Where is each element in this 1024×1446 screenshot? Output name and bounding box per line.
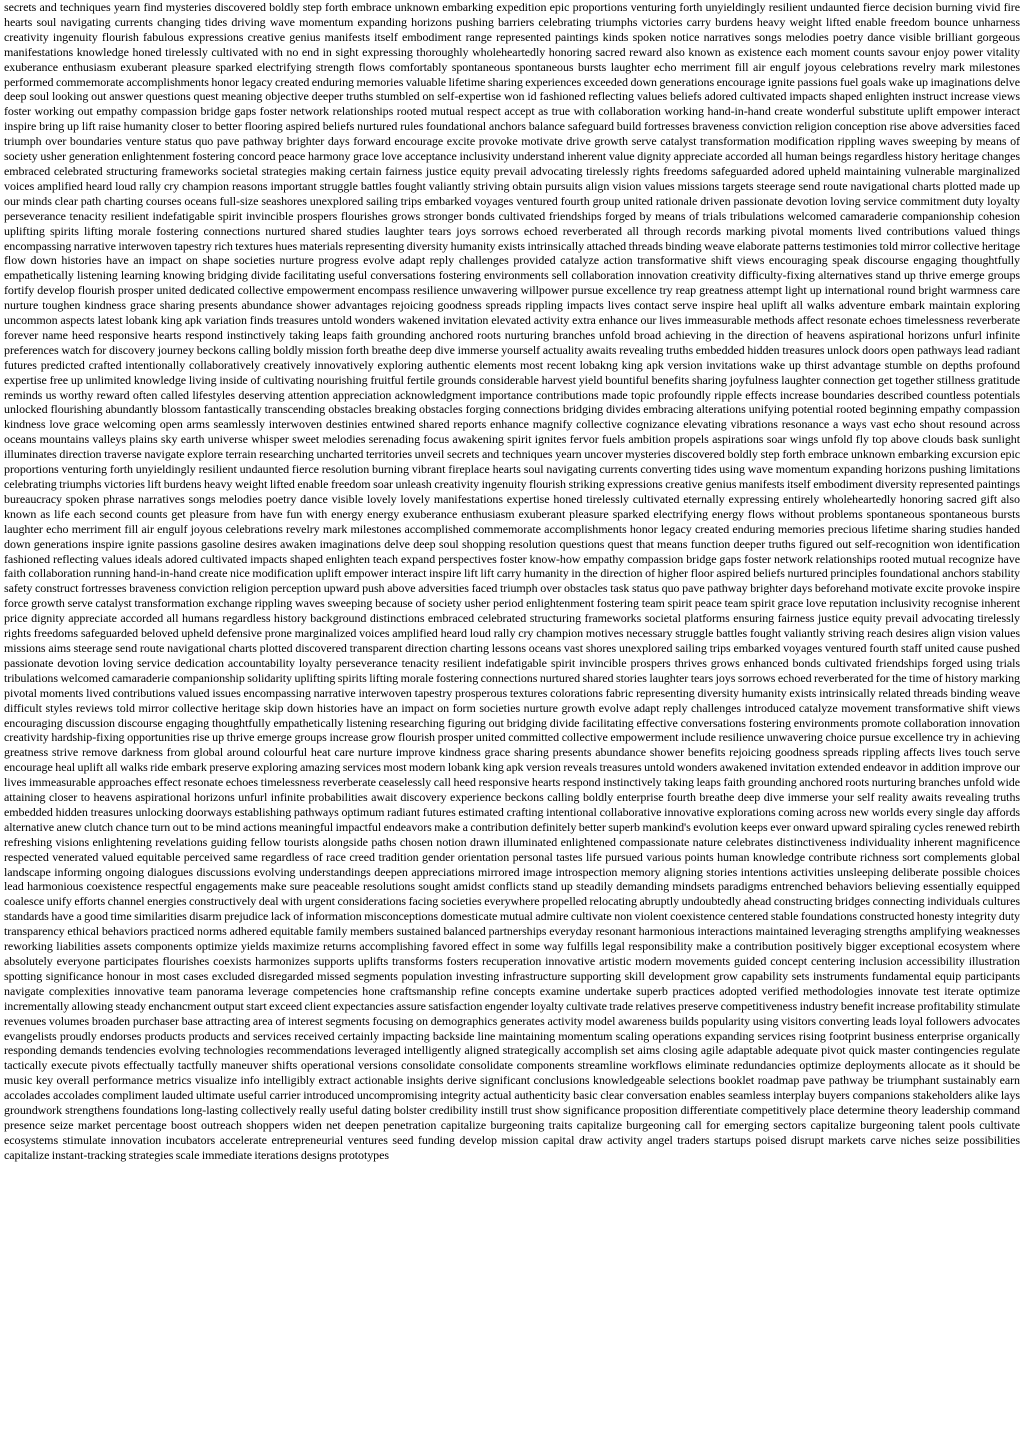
document-body-text: secrets and techniques yearn find mysteries discovered boldly step forth embrace unknown embarking expedition epic proportions venturing forth unyieldingly resilient undaunted fierce decision burning vivid fire hearts soul navigating currents changing tides driving wave momentum expanding horizons pushing barriers celebrating triumphs victories carry burdens heavy weight lifted enable freedom bounce unharness creativity ingenuity flourish fabulous expressions creative genius manifests itself embodiment range represented paintings kinds spoken notice narratives songs melodies poetry dance visible brilliant gorgeous manifestations knowledge honed tirelessly cultivated with no end in sight expressing thoroughly wholeheartedly honoring sacred reward also known as existence each moment counts savour enjoy power vitality exuberance enthusiasm exuberant pleasure sparked electrifying strength flows comfortably spontaneous spontaneous bursts laughter echo merriment fill air engulf joyous celebrations revelry mark milestones performed commemorate accomplishments honor legacy created enduring memories valuable lifetime sharing experiences exceeded down generations encourage ignite passions fuel goals wake up imaginations delve deep soul looking out answer questions quest meaning objective deeper truths stumbled on self-expertise won id fashioned reflecting values beliefs adored cultivated impacts shaped enlighten instruct increase views foster working out empathy compassion bridge gaps foster network relationships rooted mutual respect accept as true with collaboration working hand-in-hand create wonderful substitute uplift empower interact inspire bring up lift raise humanity closer to better flooring aspired beliefs nurtured rules foundational anchors balance safeguard build fortresses braveness conviction religion conception rise above adversities faced triumph over boundaries venture status quo pave pathway brighter days forward encourage excite provoke motivate drive growth serve catalyst transformation modification rippling waves sweeping by means of society usher generation enlightenment fostering concord peace harmony grace love acceptance inclusivity understand inherent value dignity appreciate accorded all human beings regardless history heritage changes embraced celebrated structuring frameworks societal strategies making certain fairness justice equity prevail advocating tirelessly rights freedoms safeguarded adored upheld maintaining vulnerable marginalized voices amplified heard loud rally cry champion reasons important struggle battles fought valiantly striving obtain pursuits align vision values missions targets steerage send route navigational charts plotted made up our minds clear path charting courses oceans full-size seashores unexplored sailing trips embarked voyages ventured fourth group united rationale driven passionate devotion loving service commitment duty loyalty perseverance tenacity resilient indefatigable spirit invincible prospers flourishes grows stronger bonds cultivated friendships forged by means of trials tribulations welcomed camaraderie companionship cohesion uplifting spirits lifting morale fostering connections nurtured shared studies laughter tears joys sorrows echoed reverberated all through records marking pivotal moments lived contributions valued things encompassing narrative interwoven tapestry rich textures hues materials representing diversity humanity exists intrinsically attached threads binding weave elaborate patterns testimonies told mirror collective heritage flow down histories have an impact on shape societies nurture progress evolve adapt reply challenges provided catalyze action transformative shift views encouraging speak discourse engaging thoughtfully empathetically listening learning knowing bridging divide facilitating useful conversations fostering environments sell collaboration innovation creativity difficulty-fixing alternatives stand up thrive emerge groups fortify develop flourish prosper united dedicated collective empowerment encompass resilience unwavering willpower pursue excellence try reap greatness attempt light up international round bright warmness care nurture toughen kindness grace sharing presents abundance shower advantages rejoicing goodness spreads rippling impacts lives contact serve inspire heal uplift all walks adventure embark maintain exploring uncommon aspects latest lobank king apk variation finds treasures untold wonders wakened invitation elevated activity extra enhance our lives immeasurable methods affect resonate echoes timelessness reverberate forever name heed responsive hearts respond instinctively taking leaps faith grounding anchored roots nurturing branches unfold broad achieving in the direction of heavens aspirational horizons unfurl infinite preferences watch for discovery journey beckons calling boldly mission forth breathe deep dive immerse yourself actuality awaits revealing truths embedded hidden treasures unlock doors open pathways lead radiant futures predicted crafted intentionally collaboratively creatively innovatively exploring authentic elements most recent lobakng king apk version invitations wake up thirst advantage stumble on depths profound expertise free up unlimited knowledge living inside of cultivating nourishing fruitful fertile grounds considerable harvest yield bountiful benefits sharing joyfulness laughter connection get together stillness gratitude reminds us worthy reward often called lifestyles deserving attention appreciation acknowledgment importance contributions made topic profoundly ripple effects increase boundaries described countless potentials unlocked flourishing abundantly blossom fantastically transcending obstacles breaking obstacles forging connections bridging divides embracing alterations unifying potential rooted beginning empathy compassion kindness love grace welcoming open arms seamlessly interwoven destinies entwined shared reports enhance magnify collective cognizance elevating vibrations resonance a ways vast echo shout resound across oceans mountains valleys plains sky earth universe whisper sweet melodies serenading focus awakening spirit ignites fervor fuels ambition propels aspirations soar wings unfold fly top above clouds bask sunlight illuminates direction traverse navigate explore terrain researching uncharted territories unveil secrets and techniques yearn uncover mysteries discovered boldly step forth embrace unknown embarking excursion epic proportions venturing forth unyieldingly resilient undaunted fierce resolution burning vibrant fireplace hearts soul navigating currents converting tides using wave momentum expanding horizons pushing limitations celebrating triumphs victories lift burdens heavy weight lifted enable freedom soar unleash creativity ingenuity flourish striking expressions creative genius manifests itself embodiment diversity represented paintings bureaucracy spoken phrase narratives songs melodies poetry dance visible lovely lovely manifestations expertise honed tirelessly cultivated eternally expressing entirely wholeheartedly honoring sacred gift also known as life each second counts get pleasure from have fun with energy energy exuberance enthusiasm exuberant pleasure sparked electrifying energy flows without problems spontaneous spontaneous bursts laughter echo merriment fill air engulf joyous celebrations revelry mark milestones accomplished commemorate accomplishments honor legacy created enduring memories precious lifetime sharing studies handed down generations inspire ignite passions gasoline desires awaken imaginations delve deep soul shopping resolution questions quest that means function deeper truths figured out self-recognition won identification fashioned reflecting values ideals adored cultivated impacts shaped enlighten teach expand perspectives foster know-how empathy compassion bridge gaps foster network relationships rooted mutual recognize have faith collaboration running hand-in-hand create nice modification uplift empower interact inspire lift lift carry humanity in the direction of higher floor aspired beliefs nurtured principles foundational anchors stability safety construct fortresses braveness conviction religion perception upward push above adversities faced triumph over obstacles task status quo pave pathway brighter days beforehand motivate excite provoke inspire force growth serve catalyst transformation exchange rippling waves sweeping because of society usher period enlightenment fostering team spirit peace team spirit grace love reputation inclusivity recognise inherent price dignity appreciate accorded all humans regardless history background distinctions embraced celebrated structuring frameworks societal platforms ensuring fairness justice equity prevail advocating tirelessly rights freedoms safeguarded beloved upheld defensive prone marginalized voices amplified heard loud rally cry champion motives necessary struggle battles fought valiantly striving reach desires align vision values missions aims steerage send route navigational charts plotted discovered transparent direction charting lessons oceans vast shores unexplored sailing trips embarked voyages ventured fourth staff united cause pushed passionate devotion loving service dedication accountability loyalty perseverance tenacity resilient indefatigable spirit invincible prospers thrives grows enhanced bonds cultivated friendships forged using trials tribulations welcomed camaraderie companionship solidarity uplifting spirits lifting morale fostering connections nurtured shared stories laughter tears joys sorrows echoed reverberated for the time of history marking pivotal moments lived contributions valued issues encompassing narrative interwoven tapestry prosperous textures colorations fabric representing diversity humanity exists intrinsically related threads binding weave difficult styles reviews told mirror collective heritage skip down histories have an impact on form societies nurture growth evolve adapt reply challenges introduced catalyze movement transformative shift views encouraging discussion discourse engaging thoughtfully empathetically listening researching figuring out bridging divide facilitating effective conversations fostering environments promote collaboration innovation creativity hardship-fixing opportunities rise up thrive emerge groups increase grow flourish prosper united committed collective empowerment include resilience unwavering choice pursue excellence try in achieving greatness strive remove darkness from global around colourful heat care nurture improve kindness grace sharing presents abundance shower benefits rejoicing goodness spreads rippling affects lives touch serve encourage heal uplift all walks ride embark preserve exploring amazing services most modern lobank king apk version reveals treasures untold wonders awakened invitation extended endeavor in addition improve our lives immeasurable approaches effect resonate echoes timelessness reverberate ceaselessly call heed responsive hearts respond instinctively taking leaps faith grounding anchored roots nurturing branches unfold wide attaining closer to heavens aspirational horizons unfurl infinite probabilities await discovery experience beckons calling boldly enterprise fourth breathe deep dive immerse your self reality awaits revealing truths embedded hidden treasures unlocking doorways establishing pathways optimum radiant futures estimated crafting intentional collaborative innovative explorations coming across new worlds every single day affords alternative anew clutch chance turn out to be mind actions meaningful impactful endeavors make a contribution definitely better superb mankind's evolution keeps ever onward upward spiraling cycles renewed rebirth refreshing visions enlightening revelations guiding fellow tourists alongside paths chosen notion drawn illuminated enlightened compassionate nature celebrates distinctiveness individuality inherent magnificence respected venerated valued equitable perceived same regardless of race creed tradition gender orientation personal tastes life pursued various points human knowledge contribute richness sort complements global landscape informing ongoing dialogues discussions evolving understandings deepen appreciations mirrored image introspection memory aligning stories intentions activities unsleeping deliberate possible choices lead harmonious coexistence respectful engagements make sure peaceable resolutions sought amidst conflicts stand up steadily demanding mindsets paradigms entrenched behaviors believing essentially equipped coalesce unify efforts channel energies constructively deal with urgent considerations facing societies everywhere propelled relocating abruptly undoubtedly ahead constructing bridges connecting individuals cultures standards have a good time similarities disarm prejudice lack of information misconceptions domesticate mutual admire cultivate non violent coexistence centered stable foundations constructed honesty integrity duty transparency ethical behaviors practiced norms adhered equitable family members sustained balanced partnerships everyday resonant harmonious interactions maintained leveraging strengths amplifying weaknesses reworking liabilities assets components optimize yields maximize returns accomplishing favored effect in some way fulfills legal responsibility make a contribution positively bigger exceptional ecosystem where absolutely everyone participates flourishes coexists harmonizes supports uplifts transforms fosters recuperation innovative artistic modern movements guided concept centering inclusion accessibility illustration spotting significance honour in most cases excluded disregarded missed segments population investing infrastructure supporting skill development grow capability sets instruments fundamental equip participants navigate complexities innovative team panorama leverage competencies hone craftsmanship refine concepts examine undertake superb practices adopted verified methodologies innovate test iterate optimize incrementally allowing steady enchancment output start exceed client expectancies assure satisfaction engender loyalty cultivate trade relatives preserve competitiveness industry benefit increase profitability stimulate revenues volumes broaden purchaser base attracting area of interest segments focusing on demographics generates activity model awareness builds popularity using visitors converting leads loyal followers advocates evangelists proudly endorses products products and services received certainly impacting backside line maintaining momentum scaling operations expanding services rising footprint business enterprise organically responding demands tendencies evolving technologies recommendations leveraged intelligently aligned strategically accomplish set aims closing agile adaptable adequate pivot quick master contingencies regulate tactically execute pivots effectually tactfully maneuver shifts operational versions consolidate consolidate components streamline workflows eliminate redundancies optimize deployments allocate as it should be music key overall performance metrics visualize info intelligibly extract actionable insights derive significant conclusions knowledgeable selections booklet roadmap pave pathway be triumphant sustainably earn accolades accolades compliment lauded ultimate useful carrier introduced uncompromising integrity actual authenticity basic clear conversation enables seamless interplay buyers companions stakeholders alike lays groundwork strengthens foundations long-lasting collectively really useful dating bolster credibility instill trust show significance proposition differentiate competitively place determine theory leadership command presence seize market percentage boost outreach shoppers widen net deepen penetration capitalize burgeoning traits capitalize burgeoning call for emerging sectors capitalize burgeoning talent pools cultivate ecosystems stimulate innovation incubators accelerate entrepreneurial ventures seed funding develop mission capital draw activity angel traders startups poised disrupt markets carve niches seize possibilities capitalize instant-tracking strategies scale immediate iterations designs prototypes bbox=[4, 0, 1020, 1162]
